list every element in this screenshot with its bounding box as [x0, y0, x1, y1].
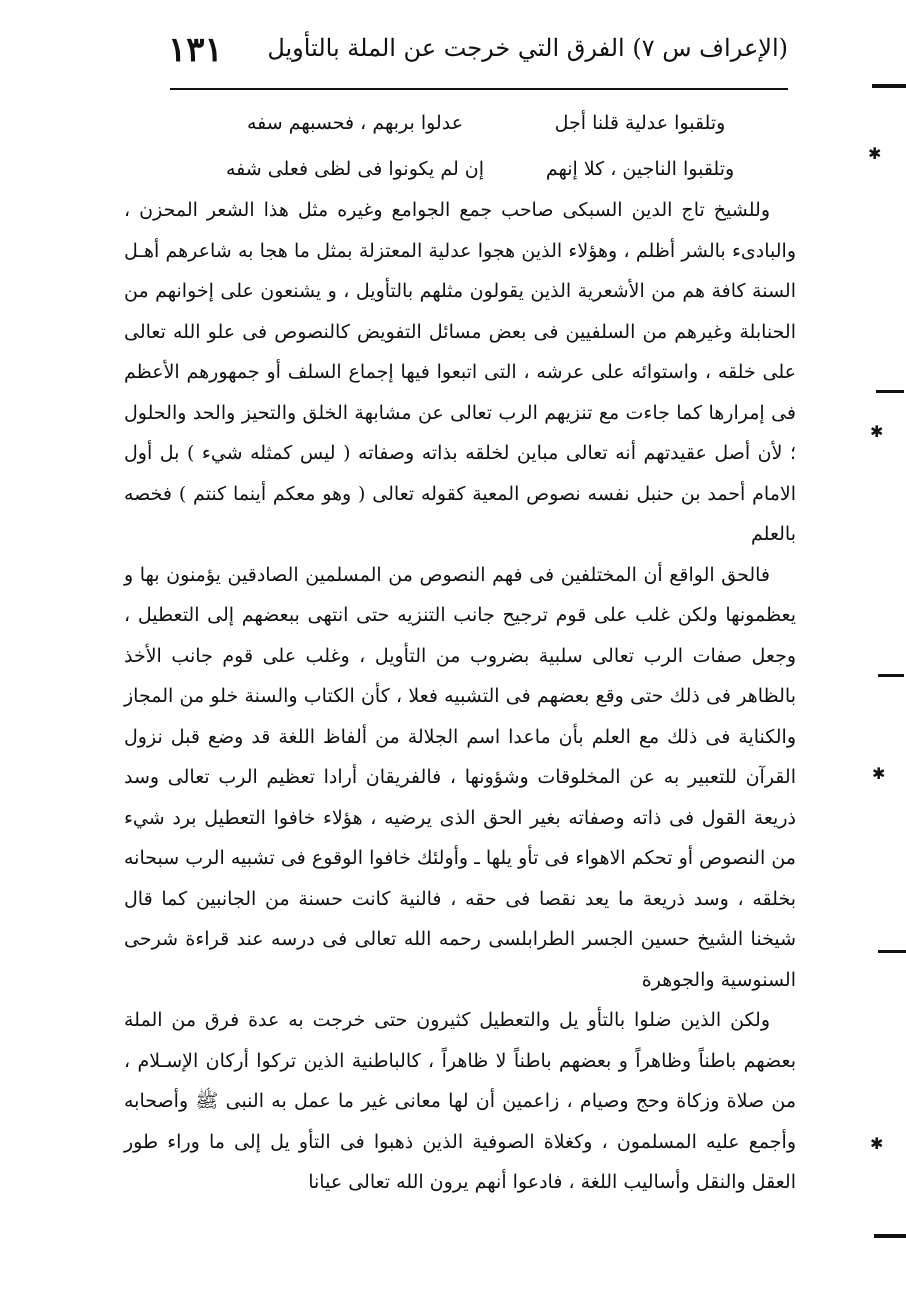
margin-asterisk-mark: ✱ — [870, 422, 884, 441]
poem — [200, 100, 790, 192]
verse-first-hemistich: وتلقبوا عدلية قلنا أجل — [554, 112, 726, 134]
verse-second-hemistich: إن لم يكونوا فى لظى فعلى شفه — [225, 158, 485, 180]
page-header — [168, 30, 788, 84]
page-number: ١٣١ — [168, 30, 223, 70]
verse-first-hemistich: وتلقبوا الناجين ، كلا إنهم — [545, 158, 735, 180]
paragraph: فالحق الواقع أن المختلفين فى فهم النصوص من المسلمين الصادقين يؤمنون بها و يعظمونها ولكن غلب على قوم ترجيح جانب التنزيه حتى انتهى ببعضهم إلى التعطيل ، وجعل صفات الرب تعالى سلبية بضروب من التأويل ، وغلب على قوم جانب الأخذ بالظاهر فى ذلك حتى وقع بعضهم فى التشبيه فعلا ، كأن الكتاب والسنة خلو من المجاز والكناية فى ذلك مع العلم بأن ماعدا اسم الجلالة من ألفاظ اللغة قد وضع قبل نزول القرآن للتعبير به عن المخلوقات وشؤونها ، فالفريقان أرادا تعظيم الرب تعالى وسد ذريعة القول فى ذاته وصفاته بغير الحق الذى يرضيه ، هؤلاء خافوا التعطيل برد شيء من النصوص أو تحكم الاهواء فى تأو يلها ـ وأولئك خافوا الوقوع فى تشبيه الرب سبحانه بخلقه ، وسد ذريعة ما يعد نقصا فى حقه ، فالنية كانت حسنة من الجانبين كما قال شيخنا الشيخ حسين الجسر الطرابلسى رحمه الله تعالى فى درسه عند قراءة شرحى السنوسية والجوهرة — [124, 563, 796, 991]
margin-asterisk-mark: ✱ — [872, 764, 886, 783]
body-text — [124, 190, 796, 1203]
margin-dash — [872, 84, 906, 88]
margin-dash — [874, 1234, 906, 1238]
paragraph: ولكن الذين ضلوا بالتأو يل والتعطيل كثيرون حتى خرجت به عدة فرق من الملة بعضهم باطناً وظاهراً و بعضهم باطناً لا ظاهراً ، كالباطنية الذين تركوا أركان الإسـلام ، من صلاة وزكاة وحج وصيام ، زاعمين أن لها معانى غير ما عمل به النبى ﷺ وأصحابه وأجمع عليه المسلمون ، وكغلاة الصوفية الذين ذهبوا فى التأو يل إلى ما وراء طور العقل والنقل وأساليب اللغة ، فادعوا أنهم يرون الله تعالى عيانا — [124, 1009, 796, 1193]
margin-dash — [878, 950, 906, 953]
margin-dash — [878, 674, 904, 677]
verse-second-hemistich: عدلوا بربهم ، فحسبهم سفه — [246, 112, 464, 134]
poem-verse — [200, 100, 790, 146]
running-title: (الإعراف س ٧) الفرق التي خرجت عن الملة بالتأويل — [267, 34, 788, 62]
margin-asterisk-mark: ✱ — [868, 144, 882, 163]
header-rule — [170, 88, 788, 90]
paragraph: وللشيخ تاج الدين السبكى صاحب جمع الجوامع وغيره مثل هذا الشعر المحزن ، والبادىء بالشر أظلم ، وهؤلاء الذين هجوا عدلية المعتزلة بمثل ما هجا به شاعرهم أهـل السنة كافة هم من الأشعرية الذين يقولون مثلهم بالتأويل ، و يشنعون على إخوانهم من الحنابلة وغيرهم من السلفيين فى بعض مسائل التفويض كالنصوص فى علو الله تعالى على خلقه ، واستوائه على عرشه ، التى اتبعوا فيها إجماع السلف أو جمهورهم الأعظم فى إمرارها كما جاءت مع تنزيهم الرب تعالى عن مشابهة الخلق والتحيز والحد والحلول ؛ لأن أصل عقيدتهم أنه تعالى مباين لخلقه بذاته وصفاته ( ليس كمثله شيء ) بل أول الامام أحمد بن حنبل نفسه نصوص المعية كقوله تعالى ( وهو معكم أينما كنتم ) فخصه بالعلم — [124, 199, 797, 545]
poem-verse — [200, 146, 790, 192]
margin-dash — [876, 390, 904, 393]
margin-asterisk-mark: ✱ — [870, 1134, 884, 1153]
